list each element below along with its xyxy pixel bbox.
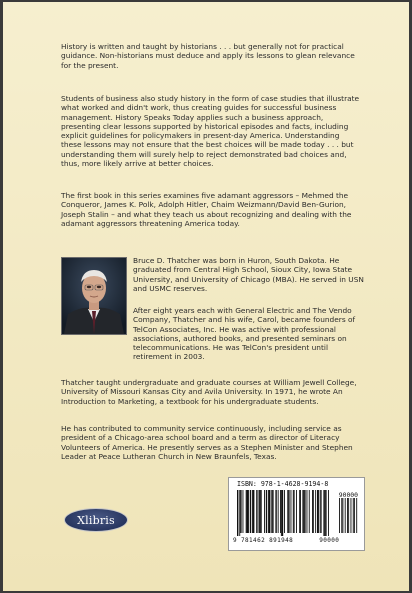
price-code: 90000 bbox=[338, 491, 358, 499]
cover-edge-left bbox=[0, 0, 3, 593]
bio-career-paragraph: After eight years each with General Electric and The Vendo Company, Thatcher and his wife, Carol, became founders of TelCon Associates, Inc. He was active with professional associations, authored books, and presented seminars on telecommunications. He was TelCon's president until retirement in 2003. bbox=[133, 306, 356, 362]
publisher-logo bbox=[64, 508, 128, 532]
author-portrait-image bbox=[62, 258, 126, 334]
business-paragraph: Students of business also study history in the form of case studies that illustrate what worked and didn't work, thus creating guides for successful business management. History Speaks Today applies such a business approach, presenting clear lessons supported by historical episodes and facts, including explicit guidelines for policymakers in present-day America. Understanding these lessons may not ensure that the best choices will be made today . . . but understanding them will surely help to reject demonstrated bad choices and, thus, more likely arrive at better choices. bbox=[61, 94, 360, 169]
bio-teaching-paragraph: Thatcher taught undergraduate and graduate courses at William Jewell College, University of Missouri Kansas City and Avila University. In 1971, he wrote An Introduction to Marketing, a textbook for his undergraduate students. bbox=[61, 378, 357, 406]
isbn-barcode bbox=[228, 477, 365, 551]
bio-service-paragraph: He has contributed to community service continuously, including service as president of a Chicago-area school board and a term as director of Literacy Volunteers of America. He presently serves as a Stephen Minister and Stephen Leader at Peace Lutheran Church in New Braunfels, Texas. bbox=[61, 424, 353, 461]
publisher-logo-text: Xlibris bbox=[77, 513, 115, 527]
barcode-digits bbox=[233, 537, 339, 544]
barcode-bars bbox=[235, 490, 359, 536]
barcode-main-digits: 9 781462 891948 bbox=[233, 537, 294, 544]
isbn-label: ISBN: 978-1-4628-9194-8 bbox=[237, 480, 329, 488]
intro-paragraph: History is written and taught by historians . . . but generally not for practical guidance. Non-historians must deduce and apply its lessons to glean relevance for the present. bbox=[61, 42, 355, 70]
series-paragraph: The first book in this series examines five adamant aggressors – Mehmed the Conqueror, James K. Polk, Adolph Hitler, Chaim Weizmann/David Ben-Gurion, Joseph Stalin – and what they teach us about recognizing and dealing with the adamant aggressors threatening America today. bbox=[61, 191, 352, 228]
barcode-addon-digits: 90000 bbox=[319, 537, 340, 544]
author-photo bbox=[61, 257, 127, 335]
bio-born-paragraph: Bruce D. Thatcher was born in Huron, South Dakota. He graduated from Central High School, Sioux City, Iowa State University, and University of Chicago (MBA). He served in USN and USMC reserves. bbox=[133, 256, 364, 293]
cover-edge-top bbox=[0, 0, 412, 2]
